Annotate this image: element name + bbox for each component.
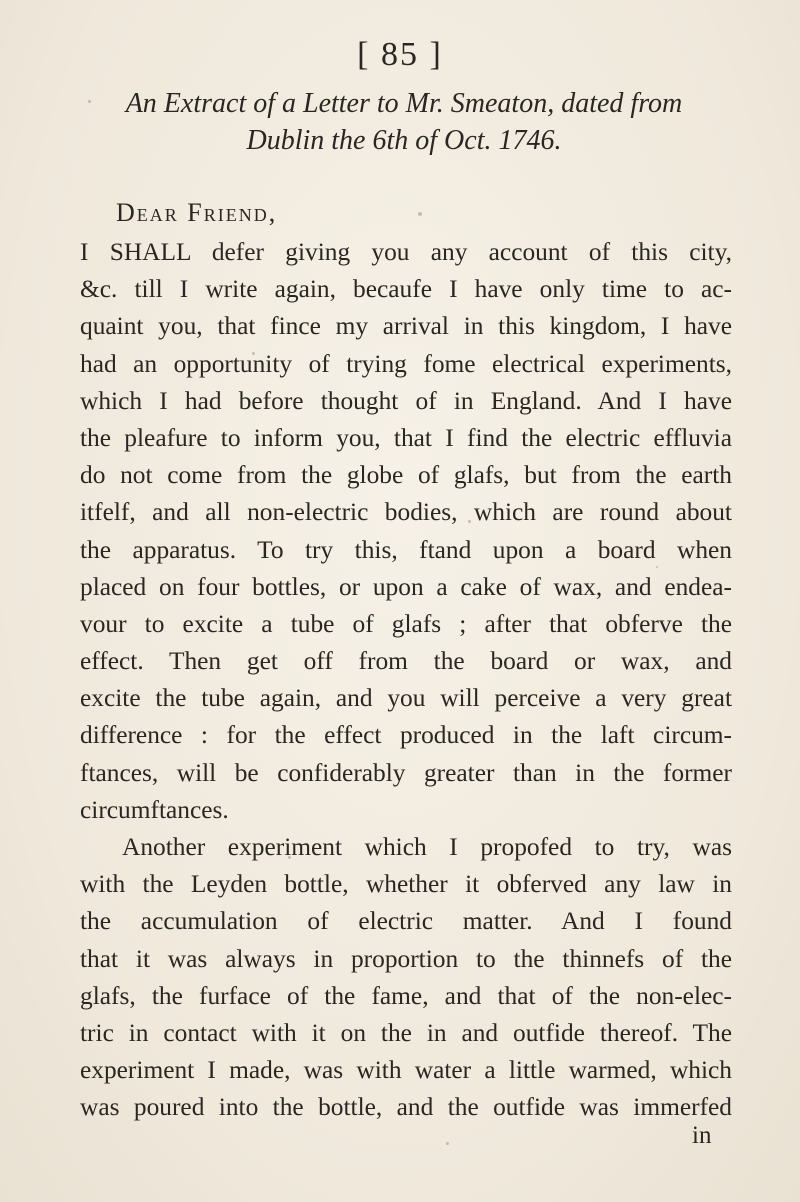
catchword: in bbox=[692, 1122, 712, 1149]
text-line: had an opportunity of trying fome electrical experiments, bbox=[80, 349, 732, 378]
text-line: vour to excite a tube of glafs ; after that obferve the bbox=[80, 609, 732, 638]
text-line: ftances, will be confiderably greater than in the former bbox=[80, 758, 732, 787]
text-line: with the Leyden bottle, whether it obferved any law in bbox=[80, 870, 732, 899]
page-number: [ 85 ] bbox=[357, 36, 443, 73]
text-line: the pleafure to inform you, that I find the electric effluvia bbox=[80, 423, 732, 452]
text-line: quaint you, that fince my arrival in this kingdom, I have bbox=[80, 312, 732, 341]
text-line: tric in contact with it on the in and outfide thereof. The bbox=[80, 1018, 732, 1047]
text-line: itfelf, and all non-electric bodies, which are round about bbox=[80, 498, 732, 527]
salutation: Dear Friend, bbox=[116, 198, 278, 227]
text-line: that it was always in proportion to the thinnefs of the bbox=[80, 944, 732, 973]
text-line: Another experiment which I propofed to try, was bbox=[122, 833, 732, 861]
text-line: glafs, the furface of the fame, and that of the non-elec- bbox=[80, 981, 732, 1010]
text-line: do not come from the globe of glafs, but from the earth bbox=[80, 461, 732, 490]
title-line-1: An Extract of a Letter to Mr. Smeaton, dated from bbox=[125, 88, 683, 119]
text-line: the accumulation of electric matter. And I found bbox=[80, 907, 732, 936]
text-line: placed on four bottles, or upon a cake of wax, and endea- bbox=[80, 572, 732, 601]
text-line: the apparatus. To try this, ftand upon a board when bbox=[80, 535, 732, 564]
text-line: effect. Then get off from the board or wax, and bbox=[80, 647, 732, 676]
text-line: &c. till I write again, becaufe I have only time to ac- bbox=[80, 275, 732, 304]
text-line: circumftances. bbox=[80, 795, 229, 824]
text-line: difference : for the effect produced in the laft circum- bbox=[80, 721, 732, 750]
text-line: was poured into the bottle, and the outfide was immerfed bbox=[80, 1093, 732, 1122]
title-line-2: Dublin the 6th of Oct. 1746. bbox=[246, 124, 562, 156]
text-line: which I had before thought of in England. And I have bbox=[80, 386, 732, 415]
paragraph-1 bbox=[80, 234, 732, 1127]
text-line: excite the tube again, and you will perceive a very great bbox=[80, 684, 732, 713]
text-line: I SHALL defer giving you any account of this city, bbox=[80, 238, 732, 266]
letter-title bbox=[84, 86, 724, 160]
text-line: experiment I made, was with water a little warmed, which bbox=[80, 1056, 732, 1085]
